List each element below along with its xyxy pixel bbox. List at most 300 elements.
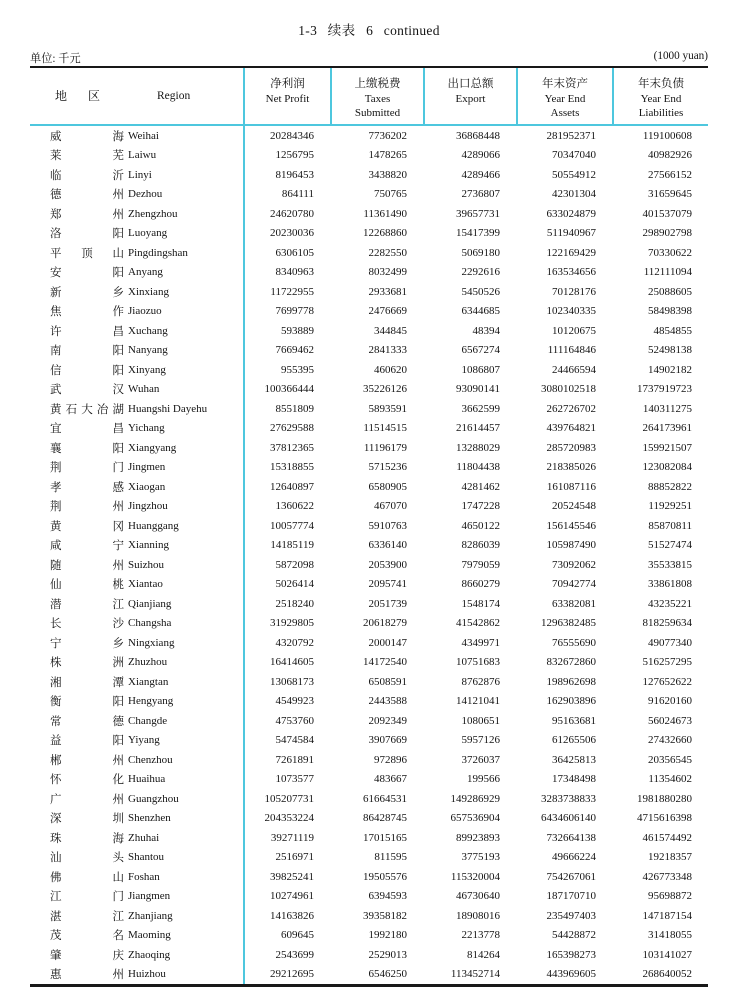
year-end-assets-value: 6434606140 xyxy=(541,812,596,825)
year-end-liabilities-value: 268640052 xyxy=(642,968,692,981)
year-end-liabilities-value: 35533815 xyxy=(648,558,692,571)
column-header-en: Year End xyxy=(640,92,682,105)
net-profit-value: 5872098 xyxy=(275,558,314,571)
region-name-cn: 肇 庆 xyxy=(50,949,124,962)
region-cell xyxy=(30,810,243,826)
region-cell xyxy=(30,440,243,456)
region-cell xyxy=(30,576,243,592)
region-name-cn: 宁 乡 xyxy=(50,637,124,650)
table-row xyxy=(30,945,708,965)
column-header-cn: 出口总额 xyxy=(447,78,494,90)
year-end-liabilities-value: 401537079 xyxy=(642,207,692,220)
export-value: 36868448 xyxy=(456,129,500,142)
table-row xyxy=(30,672,708,692)
export-value: 2736807 xyxy=(461,188,500,201)
table-row xyxy=(30,204,708,224)
taxes-submitted-value: 8032499 xyxy=(368,266,407,279)
region-name-pinyin: Huaihua xyxy=(128,773,166,786)
region-name-cn: 湘 潭 xyxy=(50,676,124,689)
net-profit-value: 2518240 xyxy=(275,597,314,610)
region-name-cn: 许 昌 xyxy=(50,325,124,338)
region-name-cn: 随 州 xyxy=(50,559,124,572)
net-profit-value: 13068173 xyxy=(270,675,314,688)
taxes-submitted-value: 2000147 xyxy=(368,636,407,649)
taxes-submitted-value: 1478265 xyxy=(368,149,407,162)
net-profit-value: 31929805 xyxy=(270,617,314,630)
region-cell xyxy=(30,908,243,924)
region-cell xyxy=(30,732,243,748)
table-row xyxy=(30,302,708,322)
table-row xyxy=(30,711,708,731)
export-value: 2213778 xyxy=(461,929,500,942)
taxes-submitted-value: 39358182 xyxy=(363,909,407,922)
region-cell xyxy=(30,966,243,982)
year-end-liabilities-value: 85870811 xyxy=(648,519,692,532)
table-row xyxy=(30,848,708,868)
region-name-cn: 长 沙 xyxy=(50,618,124,631)
taxes-submitted-value: 14172540 xyxy=(363,656,407,669)
region-cell xyxy=(30,147,243,163)
year-end-liabilities-value: 43235221 xyxy=(648,597,692,610)
year-end-liabilities-value: 127652622 xyxy=(642,675,692,688)
net-profit-value: 1256795 xyxy=(275,149,314,162)
taxes-submitted-value: 6580905 xyxy=(368,480,407,493)
region-name-cn: 荆 州 xyxy=(50,501,124,514)
table-row xyxy=(30,770,708,790)
year-end-assets-value: 281952371 xyxy=(546,129,596,142)
region-name-pinyin: Zhaoqing xyxy=(128,948,171,961)
taxes-submitted-value: 5715236 xyxy=(368,461,407,474)
export-value: 3662599 xyxy=(461,402,500,415)
region-name-cn: 茂 名 xyxy=(50,930,124,943)
net-profit-value: 15318855 xyxy=(270,461,314,474)
column-header-en: Net Profit xyxy=(265,92,310,105)
net-profit-value: 100366444 xyxy=(264,383,314,396)
year-end-assets-value: 54428872 xyxy=(552,929,596,942)
table-row xyxy=(30,380,708,400)
export-value: 4289066 xyxy=(461,149,500,162)
export-value: 149286929 xyxy=(450,792,500,805)
year-end-assets-value: 102340335 xyxy=(546,305,596,318)
export-value: 6344685 xyxy=(461,305,500,318)
region-name-pinyin: Huanggang xyxy=(128,519,179,532)
net-profit-value: 204353224 xyxy=(264,812,314,825)
year-end-assets-value: 61265506 xyxy=(552,734,596,747)
region-cell xyxy=(30,459,243,475)
region-cell xyxy=(30,635,243,651)
year-end-liabilities-value: 123082084 xyxy=(642,461,692,474)
taxes-submitted-value: 6336140 xyxy=(368,539,407,552)
region-name-pinyin: Huangshi Dayehu xyxy=(128,402,208,415)
export-value: 11804438 xyxy=(456,461,500,474)
units-row xyxy=(30,50,708,66)
year-end-assets-value: 50554912 xyxy=(552,168,596,181)
year-end-assets-value: 3283738833 xyxy=(541,792,596,805)
page-title: 1-3 续表 6 continued xyxy=(298,23,440,38)
export-value: 39657731 xyxy=(456,207,500,220)
column-header-cn: 年末资产 xyxy=(542,78,588,90)
taxes-submitted-value: 811595 xyxy=(374,851,407,864)
region-cell xyxy=(30,186,243,202)
year-end-liabilities-value: 40982926 xyxy=(648,149,692,162)
export-value: 5450526 xyxy=(461,285,500,298)
region-name-cn: 焦 作 xyxy=(50,306,124,319)
region-header-cn: 地 区 xyxy=(55,89,100,104)
year-end-liabilities-value: 70330622 xyxy=(648,246,692,259)
export-value: 8286039 xyxy=(461,539,500,552)
year-end-assets-value: 187170710 xyxy=(546,890,596,903)
year-end-liabilities-value: 4715616398 xyxy=(637,812,692,825)
year-end-assets-value: 49666224 xyxy=(552,851,596,864)
table-row xyxy=(30,146,708,166)
region-name-pinyin: Nanyang xyxy=(128,344,168,357)
region-name-cn: 武 汉 xyxy=(50,384,124,397)
year-end-assets-value: 218385026 xyxy=(546,461,596,474)
region-cell xyxy=(30,498,243,514)
region-name-cn: 惠 州 xyxy=(50,969,124,982)
year-end-assets-value: 95163681 xyxy=(552,714,596,727)
net-profit-value: 1360622 xyxy=(275,500,314,513)
year-end-assets-value: 754267061 xyxy=(546,870,596,883)
export-value: 41542862 xyxy=(456,617,500,630)
region-name-cn: 孝 感 xyxy=(50,481,124,494)
region-name-cn: 黄 冈 xyxy=(50,520,124,533)
export-value: 814264 xyxy=(467,948,500,961)
year-end-liabilities-value: 1981880280 xyxy=(637,792,692,805)
table-row xyxy=(30,906,708,926)
table-row xyxy=(30,458,708,478)
year-end-assets-value: 285720983 xyxy=(546,441,596,454)
year-end-liabilities-value: 516257295 xyxy=(642,656,692,669)
year-end-liabilities-value: 818259634 xyxy=(642,617,692,630)
export-value: 89923893 xyxy=(456,831,500,844)
export-value: 48394 xyxy=(472,324,500,337)
table-body xyxy=(30,126,708,984)
year-end-liabilities-value: 298902798 xyxy=(642,227,692,240)
region-name-pinyin: Laiwu xyxy=(128,149,157,162)
region-name-pinyin: Suizhou xyxy=(128,558,165,571)
column-header-en: Taxes xyxy=(364,92,391,105)
table-row xyxy=(30,594,708,614)
table-bottom-rule xyxy=(30,984,708,987)
year-end-assets-value: 163534656 xyxy=(546,266,596,279)
region-name-pinyin: Pingdingshan xyxy=(128,246,188,259)
region-name-cn: 郴 州 xyxy=(50,754,124,767)
net-profit-value: 20230036 xyxy=(270,227,314,240)
year-end-liabilities-value: 20356545 xyxy=(648,753,692,766)
region-name-pinyin: Yiyang xyxy=(128,734,160,747)
year-end-assets-value: 24466594 xyxy=(552,363,596,376)
net-profit-value: 39271119 xyxy=(270,831,314,844)
column-header-cn: 上缴税费 xyxy=(354,78,401,90)
column-header-year-end-assets xyxy=(516,68,612,124)
region-cell xyxy=(30,947,243,963)
export-value: 6567274 xyxy=(461,344,500,357)
region-name-pinyin: Jingmen xyxy=(128,461,166,474)
taxes-submitted-value: 2053900 xyxy=(368,558,407,571)
year-end-liabilities-value: 11354602 xyxy=(648,773,692,786)
region-cell xyxy=(30,927,243,943)
export-value: 8660279 xyxy=(461,578,500,591)
region-cell xyxy=(30,791,243,807)
region-cell xyxy=(30,849,243,865)
region-cell xyxy=(30,401,243,417)
export-value: 8762876 xyxy=(461,675,500,688)
column-header-en: Export xyxy=(455,92,486,105)
region-cell xyxy=(30,128,243,144)
region-name-pinyin: Wuhan xyxy=(128,383,160,396)
region-cell xyxy=(30,888,243,904)
region-name-cn: 株 洲 xyxy=(50,657,124,670)
taxes-submitted-value: 86428745 xyxy=(363,812,407,825)
taxes-submitted-value: 3438820 xyxy=(368,168,407,181)
net-profit-value: 593889 xyxy=(281,324,314,337)
table-row xyxy=(30,126,708,146)
table-row xyxy=(30,653,708,673)
region-name-cn: 佛 山 xyxy=(50,871,124,884)
region-name-pinyin: Huizhou xyxy=(128,968,166,981)
year-end-liabilities-value: 112111094 xyxy=(643,266,692,279)
net-profit-value: 1073577 xyxy=(275,773,314,786)
net-profit-value: 4753760 xyxy=(275,714,314,727)
net-profit-value: 6306105 xyxy=(275,246,314,259)
column-header-export xyxy=(423,68,516,124)
year-end-assets-value: 10120675 xyxy=(552,324,596,337)
year-end-liabilities-value: 31418055 xyxy=(648,929,692,942)
taxes-submitted-value: 11196179 xyxy=(363,441,407,454)
table-row xyxy=(30,419,708,439)
region-name-pinyin: Xiangyang xyxy=(128,441,177,454)
region-name-pinyin: Shantou xyxy=(128,851,165,864)
region-name-cn: 宜 昌 xyxy=(50,423,124,436)
region-name-cn: 威 海 xyxy=(50,130,124,143)
region-name-cn: 汕 头 xyxy=(50,852,124,865)
region-name-pinyin: Qianjiang xyxy=(128,597,172,610)
taxes-submitted-value: 61664531 xyxy=(363,792,407,805)
region-name-cn: 仙 桃 xyxy=(50,579,124,592)
table-row xyxy=(30,282,708,302)
column-header-net-profit xyxy=(243,68,330,124)
year-end-liabilities-value: 88852822 xyxy=(648,480,692,493)
table-row xyxy=(30,614,708,634)
region-name-pinyin: Guangzhou xyxy=(128,792,179,805)
taxes-submitted-value: 2051739 xyxy=(368,597,407,610)
export-value: 4349971 xyxy=(461,636,500,649)
export-value: 13288029 xyxy=(456,441,500,454)
taxes-submitted-value: 3907669 xyxy=(368,734,407,747)
region-name-pinyin: Zhuhai xyxy=(128,831,160,844)
export-value: 15417399 xyxy=(456,227,500,240)
export-value: 7979059 xyxy=(461,558,500,571)
net-profit-value: 2543699 xyxy=(275,948,314,961)
year-end-assets-value: 832672860 xyxy=(546,656,596,669)
region-name-cn: 襄 阳 xyxy=(50,442,124,455)
region-name-pinyin: Hengyang xyxy=(128,695,174,708)
region-name-pinyin: Xiaogan xyxy=(128,480,166,493)
region-name-cn: 潜 江 xyxy=(50,598,124,611)
year-end-assets-value: 20524548 xyxy=(552,500,596,513)
region-name-cn: 黄 石 大 冶 湖 xyxy=(50,403,124,416)
taxes-submitted-value: 2933681 xyxy=(368,285,407,298)
taxes-submitted-value: 35226126 xyxy=(363,383,407,396)
export-value: 4281462 xyxy=(461,480,500,493)
region-cell xyxy=(30,167,243,183)
year-end-liabilities-value: 58498398 xyxy=(648,305,692,318)
table-row xyxy=(30,926,708,946)
year-end-assets-value: 70347040 xyxy=(552,149,596,162)
net-profit-value: 8551809 xyxy=(275,402,314,415)
region-cell xyxy=(30,654,243,670)
taxes-submitted-value: 12268860 xyxy=(363,227,407,240)
region-cell xyxy=(30,557,243,573)
year-end-assets-value: 156145546 xyxy=(546,519,596,532)
region-cell xyxy=(30,323,243,339)
table-row xyxy=(30,731,708,751)
region-cell xyxy=(30,284,243,300)
table-row xyxy=(30,828,708,848)
region-name-pinyin: Foshan xyxy=(128,870,160,883)
unit-label-en: (1000 yuan) xyxy=(653,50,708,62)
table-header xyxy=(30,68,708,124)
taxes-submitted-value: 5910763 xyxy=(368,519,407,532)
table-row xyxy=(30,438,708,458)
year-end-liabilities-value: 51527474 xyxy=(648,539,692,552)
table-row xyxy=(30,867,708,887)
net-profit-value: 8196453 xyxy=(275,168,314,181)
year-end-assets-value: 165398273 xyxy=(546,948,596,961)
table-row xyxy=(30,536,708,556)
region-name-pinyin: Chenzhou xyxy=(128,753,173,766)
export-value: 1548174 xyxy=(461,597,500,610)
column-header-cn: 年末负债 xyxy=(638,78,684,90)
year-end-liabilities-value: 119100608 xyxy=(642,129,692,142)
year-end-liabilities-value: 11929251 xyxy=(648,500,692,513)
year-end-liabilities-value: 1737919723 xyxy=(637,383,692,396)
year-end-liabilities-value: 19218357 xyxy=(648,851,692,864)
year-end-assets-value: 70128176 xyxy=(552,285,596,298)
year-end-assets-value: 122169429 xyxy=(546,246,596,259)
region-name-pinyin: Ningxiang xyxy=(128,636,175,649)
region-name-pinyin: Xiangtan xyxy=(128,675,169,688)
net-profit-value: 955395 xyxy=(281,363,314,376)
taxes-submitted-value: 11514515 xyxy=(363,422,407,435)
net-profit-value: 10274961 xyxy=(270,890,314,903)
region-cell xyxy=(30,225,243,241)
region-name-cn: 临 沂 xyxy=(50,169,124,182)
net-profit-value: 14163826 xyxy=(270,909,314,922)
region-name-pinyin: Anyang xyxy=(128,266,163,279)
taxes-submitted-value: 2282550 xyxy=(368,246,407,259)
export-value: 2292616 xyxy=(461,266,500,279)
year-end-assets-value: 63382081 xyxy=(552,597,596,610)
region-cell xyxy=(30,713,243,729)
year-end-assets-value: 511940967 xyxy=(546,227,596,240)
taxes-submitted-value: 5893591 xyxy=(368,402,407,415)
column-header-cn: 净利润 xyxy=(270,78,305,90)
year-end-assets-value: 70942774 xyxy=(552,578,596,591)
region-name-cn: 广 州 xyxy=(50,793,124,806)
net-profit-value: 24620780 xyxy=(270,207,314,220)
region-name-pinyin: Xiantao xyxy=(128,578,163,591)
region-name-cn: 珠 海 xyxy=(50,832,124,845)
region-name-cn: 怀 化 xyxy=(50,774,124,787)
year-end-assets-value: 235497403 xyxy=(546,909,596,922)
unit-label-cn: 单位: 千元 xyxy=(30,53,81,65)
table-row xyxy=(30,477,708,497)
export-value: 3775193 xyxy=(461,851,500,864)
region-name-pinyin: Zhanjiang xyxy=(128,909,173,922)
region-cell xyxy=(30,752,243,768)
region-name-cn: 江 门 xyxy=(50,891,124,904)
net-profit-value: 27629588 xyxy=(270,422,314,435)
export-value: 10751683 xyxy=(456,656,500,669)
year-end-liabilities-value: 426773348 xyxy=(642,870,692,883)
export-value: 18908016 xyxy=(456,909,500,922)
year-end-liabilities-value: 14902182 xyxy=(648,363,692,376)
export-value: 4289466 xyxy=(461,168,500,181)
table-row xyxy=(30,809,708,829)
taxes-submitted-value: 972896 xyxy=(374,753,407,766)
year-end-liabilities-value: 49077340 xyxy=(648,636,692,649)
net-profit-value: 2516971 xyxy=(275,851,314,864)
taxes-submitted-value: 6508591 xyxy=(368,675,407,688)
year-end-liabilities-value: 25088605 xyxy=(648,285,692,298)
table-row xyxy=(30,965,708,985)
region-name-pinyin: Xinxiang xyxy=(128,285,169,298)
net-profit-value: 39825241 xyxy=(270,870,314,883)
year-end-assets-value: 633024879 xyxy=(546,207,596,220)
year-end-assets-value: 42301304 xyxy=(552,188,596,201)
region-cell xyxy=(30,245,243,261)
taxes-submitted-value: 483667 xyxy=(374,773,407,786)
table-row xyxy=(30,555,708,575)
net-profit-value: 20284346 xyxy=(270,129,314,142)
region-cell xyxy=(30,381,243,397)
table-row xyxy=(30,399,708,419)
region-name-cn: 信 阳 xyxy=(50,364,124,377)
region-cell xyxy=(30,830,243,846)
net-profit-value: 8340963 xyxy=(275,266,314,279)
export-value: 657536904 xyxy=(450,812,500,825)
export-value: 1080651 xyxy=(461,714,500,727)
region-name-pinyin: Yichang xyxy=(128,422,165,435)
taxes-submitted-value: 460620 xyxy=(374,363,407,376)
table-row xyxy=(30,263,708,283)
year-end-liabilities-value: 147187154 xyxy=(642,909,692,922)
region-cell xyxy=(30,869,243,885)
year-end-liabilities-value: 103141027 xyxy=(642,948,692,961)
region-name-pinyin: Xinyang xyxy=(128,363,166,376)
region-name-cn: 德 州 xyxy=(50,189,124,202)
region-header-cell xyxy=(30,68,243,124)
taxes-submitted-value: 6394593 xyxy=(368,890,407,903)
region-name-cn: 郑 州 xyxy=(50,208,124,221)
region-cell xyxy=(30,479,243,495)
region-name-pinyin: Maoming xyxy=(128,929,171,942)
taxes-submitted-value: 6546250 xyxy=(368,968,407,981)
net-profit-value: 16414605 xyxy=(270,656,314,669)
year-end-liabilities-value: 140311275 xyxy=(642,402,692,415)
net-profit-value: 7699778 xyxy=(275,305,314,318)
export-value: 93090141 xyxy=(456,383,500,396)
region-name-pinyin: Linyi xyxy=(128,168,152,181)
region-name-cn: 益 阳 xyxy=(50,735,124,748)
region-name-cn: 湛 江 xyxy=(50,910,124,923)
taxes-submitted-value: 19505576 xyxy=(363,870,407,883)
year-end-assets-value: 732664138 xyxy=(546,831,596,844)
region-name-cn: 安 阳 xyxy=(50,267,124,280)
taxes-submitted-value: 2476669 xyxy=(368,305,407,318)
